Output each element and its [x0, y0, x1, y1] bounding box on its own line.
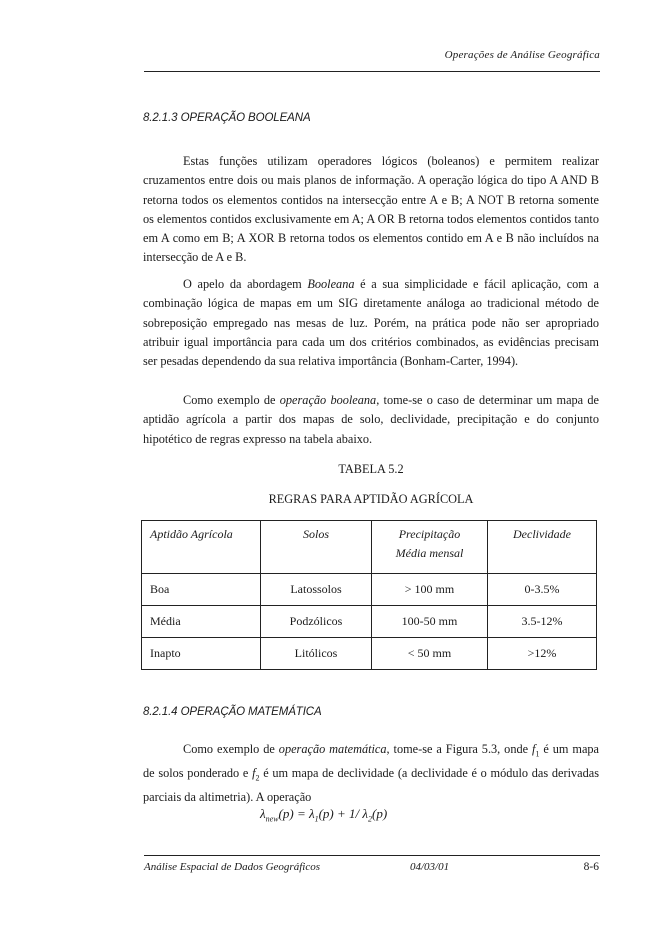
table-cell: 100-50 mm — [372, 606, 488, 638]
paragraph-text: , tome-se a Figura 5.3, onde — [386, 742, 533, 756]
paragraph-text: Como exemplo de — [183, 742, 279, 756]
equation-part: (p) = λ — [278, 806, 315, 821]
column-header-aptitude: Aptidão Agrícola — [142, 521, 261, 574]
math-symbol: f — [252, 765, 256, 780]
paragraph-text: é um mapa de solos ponderado e — [143, 742, 600, 780]
aptitude-rules-table — [141, 520, 597, 670]
paragraph-text: é um mapa de declividade (a declividade é o módulo das derivadas parciais da altimetria). A operação — [143, 765, 599, 804]
emphasis-text: operação booleana — [279, 393, 377, 407]
running-header: Operações de Análise Geográfica — [444, 49, 600, 61]
equation-part: λ — [260, 806, 266, 821]
table-header-row — [142, 521, 597, 574]
footer-date: 04/03/01 — [410, 861, 450, 873]
paragraph-boolean-example — [143, 391, 599, 449]
table-caption: REGRAS PARA APTIDÃO AGRÍCOLA — [268, 492, 474, 506]
table-label: TABELA 5.2 — [338, 462, 404, 476]
header-rule — [144, 71, 600, 72]
math-subscript: 1 — [535, 749, 540, 759]
paragraph-text: Como exemplo de — [183, 393, 280, 407]
table-cell: 3.5-12% — [488, 606, 597, 638]
math-subscript: 2 — [255, 773, 260, 783]
emphasis-text: Booleana — [307, 277, 355, 291]
table-cell: > 100 mm — [372, 574, 488, 606]
footer-book-title: Análise Espacial de Dados Geográficos — [144, 861, 320, 873]
table-cell: Latossolos — [261, 574, 372, 606]
column-header-line: Média mensal — [395, 546, 464, 560]
column-header-slope: Declividade — [488, 521, 597, 574]
column-header-soils: Solos — [261, 521, 372, 574]
equation-subscript: new — [265, 814, 279, 824]
column-header-precipitation — [372, 521, 488, 574]
table-row — [142, 574, 597, 606]
table-cell: < 50 mm — [372, 638, 488, 670]
paragraph-text: , tome-se o caso de determinar um mapa de aptidão agrícola a partir dos mapas de solo, declividade, precipitação e do conjunto hipotético de regras expresso na tabela abaixo. — [143, 393, 599, 446]
table-row — [142, 638, 597, 670]
paragraph-text: é a sua simplicidade e fácil aplicação, com a combinação lógica de mapas em um SIG diretamente análoga ao tradicional método de sobreposição empregado nas mesas de luz. Porém, na prática pode não ser apropriado atribuir igual importância para cada um dos critérios combinados, as evidências precisam ser pesadas dependendo da sua relativa importância (Bonham-Carter, 1994). — [143, 277, 599, 369]
equation — [260, 806, 387, 824]
equation-subscript: 1 — [314, 814, 319, 824]
table-cell: >12% — [488, 638, 597, 670]
table-cell: Média — [142, 606, 261, 638]
section-heading-math: 8.2.1.4 OPERAÇÃO MATEMÁTICA — [143, 706, 322, 718]
paragraph-text: O apelo da abordagem — [183, 277, 308, 291]
section-heading-boolean: 8.2.1.3 OPERAÇÃO BOOLEANA — [143, 112, 311, 124]
page-number: 8-6 — [583, 861, 599, 873]
equation-part: (p) — [372, 806, 388, 821]
paragraph-boolean-appeal — [143, 275, 599, 371]
equation-subscript: 2 — [368, 814, 373, 824]
math-symbol: f — [532, 742, 536, 756]
table-row — [142, 606, 597, 638]
emphasis-text: operação matemática — [278, 742, 387, 756]
table-cell: Inapto — [142, 638, 261, 670]
equation-part: (p) + 1/ λ — [318, 806, 369, 821]
table-cell: 0-3.5% — [488, 574, 597, 606]
table-cell: Boa — [142, 574, 261, 606]
paragraph-boolean-intro — [143, 152, 599, 268]
paragraph-text: Estas funções utilizam operadores lógicos (boleanos) e permitem realizar cruzamentos entre dois ou mais planos de informação. A operação lógica do tipo A AND B retorna todos os elementos contidos na intersecção entre A e B; A NOT B retorna somente os elementos contidos exclusivamente em A; A OR B retorna todos elementos contidos tanto em A como em B; A XOR B retorna todos os elementos contido em A e B não incluídos na intersecção de A e B. — [143, 154, 599, 265]
table-cell: Podzólicos — [261, 606, 372, 638]
table-cell: Litólicos — [261, 638, 372, 670]
paragraph-math-example — [143, 740, 599, 807]
footer-rule — [144, 855, 600, 856]
column-header-line: Precipitação — [398, 527, 461, 541]
